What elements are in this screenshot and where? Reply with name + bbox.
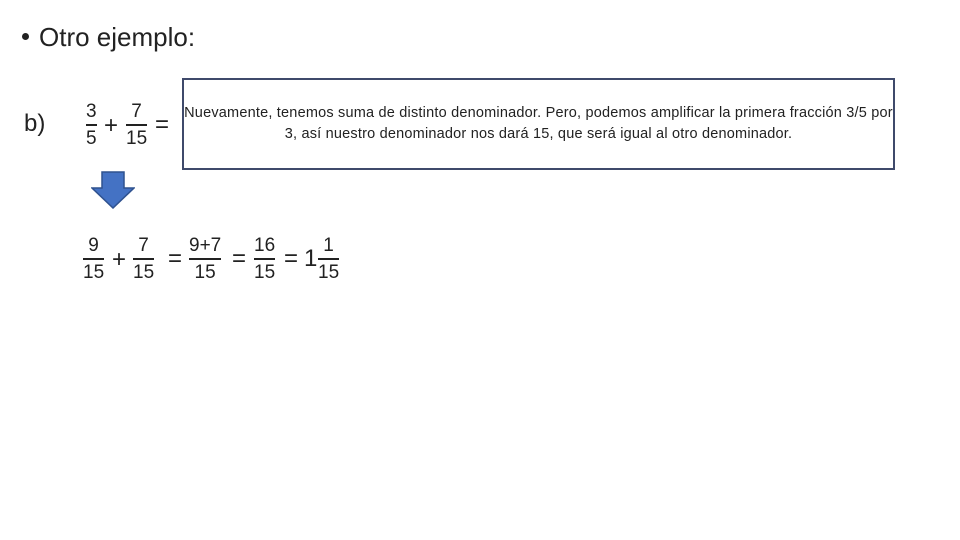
denominator: 15	[133, 262, 155, 283]
whole-number: 1	[304, 245, 318, 272]
down-arrow-icon	[91, 171, 135, 209]
fraction-bar	[189, 258, 221, 260]
numerator: 7	[131, 101, 142, 122]
problem-fraction-2	[126, 101, 147, 150]
numerator: 9+7	[189, 235, 222, 256]
numerator: 16	[254, 235, 276, 256]
solution-fraction-4	[254, 235, 275, 284]
slide-title-text: Otro ejemplo:	[39, 22, 196, 52]
plus-sign: +	[104, 112, 119, 139]
solution-fraction-5	[318, 235, 339, 284]
fraction-bar	[86, 124, 97, 126]
equals-sign: =	[232, 245, 247, 272]
fraction-bar	[254, 258, 275, 260]
fraction-bar	[83, 258, 104, 260]
fraction-bar	[133, 258, 154, 260]
denominator: 15	[194, 262, 216, 283]
fraction-bar	[126, 124, 147, 126]
denominator: 15	[318, 262, 340, 283]
denominator: 15	[126, 128, 148, 149]
numerator: 9	[88, 235, 99, 256]
plus-sign: +	[112, 246, 127, 273]
item-label: b)	[24, 110, 46, 137]
equals-sign: =	[168, 245, 183, 272]
bullet-icon	[22, 33, 29, 40]
fraction-bar	[318, 258, 339, 260]
equals-sign: =	[155, 111, 170, 138]
numerator: 1	[323, 235, 334, 256]
solution-fraction-2	[133, 235, 154, 284]
denominator: 15	[83, 262, 105, 283]
numerator: 3	[86, 101, 97, 122]
equals-sign: =	[284, 245, 299, 272]
solution-fraction-1	[83, 235, 104, 284]
denominator: 5	[86, 128, 97, 149]
solution-fraction-3	[189, 235, 221, 284]
slide-title	[22, 22, 195, 53]
explanation-text: Nuevamente, tenemos suma de distinto denominador. Pero, podemos amplificar la primera fracción 3/5 por 3, así nuestro denominador nos dará 15, que será igual al otro denominador.	[184, 105, 893, 142]
problem-fraction-1	[86, 101, 97, 150]
denominator: 15	[254, 262, 276, 283]
explanation-box	[182, 78, 895, 170]
numerator: 7	[138, 235, 149, 256]
